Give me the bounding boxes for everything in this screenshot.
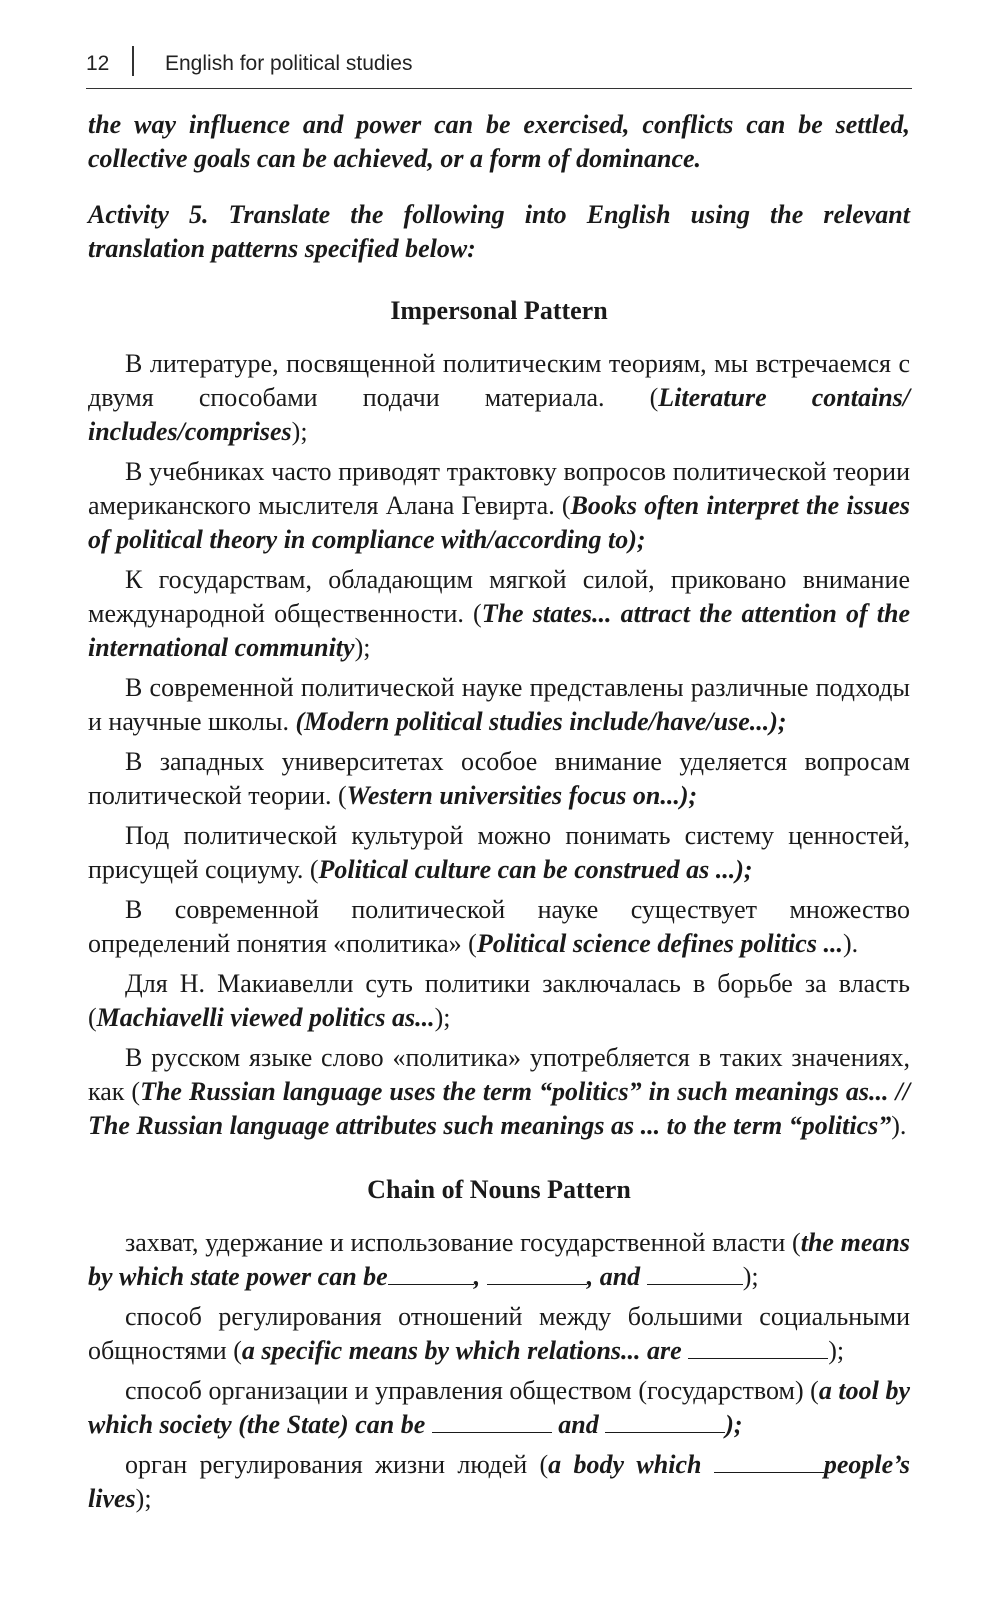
answer-blank[interactable]: [388, 1260, 474, 1285]
english-hint: Books often interpret the issues of political theory in compliance with/according to);: [88, 491, 910, 554]
english-hint: a body which: [548, 1450, 702, 1479]
exercise-item: [88, 819, 910, 887]
item-ending: );: [135, 1484, 152, 1513]
english-hint: Literature contains/ includes/comprises: [88, 383, 911, 446]
russian-text: способ регулирования отношений между большими социальными общностями (: [88, 1302, 910, 1365]
item-ending: ).: [842, 929, 859, 958]
item-ending: );: [828, 1336, 845, 1365]
english-hint: (Modern political studies include/have/use...);: [295, 707, 787, 736]
exercise-item: [88, 455, 910, 557]
book-title: English for political studies: [165, 52, 413, 75]
page-header: [86, 46, 912, 89]
chain-of-nouns-heading: Chain of Nouns Pattern: [367, 1175, 631, 1204]
exercise-item: [88, 1226, 910, 1294]
english-hint: The states... attract the attention of the international community: [88, 599, 910, 662]
activity-title: Activity 5. Translate the following into English using the relevant translation patterns specified below:: [88, 200, 910, 263]
english-hint: Machiavelli viewed politics as...: [96, 1003, 435, 1032]
english-hint: );: [725, 1410, 743, 1439]
answer-blank[interactable]: [714, 1448, 824, 1473]
exercise-item: [88, 745, 910, 813]
english-hint: The Russian language uses the term “politics” in such meanings as... // The Russian language attributes such meanings as ... to the term “politics”: [88, 1077, 910, 1140]
exercise-item: [88, 347, 910, 449]
russian-text: К государствам, обладающим мягкой силой, приковано внимание международной общественности. (: [88, 565, 910, 628]
exercise-item: [88, 967, 910, 1035]
item-ending: );: [354, 633, 371, 662]
exercise-item: [88, 893, 910, 961]
item-ending: ).: [891, 1111, 907, 1140]
english-hint: a tool by which society (the State) can be: [88, 1376, 910, 1439]
header-divider: [132, 46, 134, 76]
english-hint: , and: [586, 1262, 641, 1291]
exercise-item: [88, 1448, 910, 1516]
russian-text: Для Н. Макиавелли суть политики заключалась в борьбе за власть (: [88, 969, 910, 1032]
answer-blank[interactable]: [432, 1408, 552, 1433]
russian-text: захват, удержание и использование государственной власти (: [125, 1228, 801, 1257]
english-hint: and: [558, 1410, 599, 1439]
english-hint: Western universities focus on...);: [346, 781, 698, 810]
english-hint: the means by which state power can be: [88, 1228, 910, 1291]
english-hint: Political culture can be construed as ...);: [318, 855, 753, 884]
russian-text: В литературе, посвященной политическим теориям, мы встречаемся с двумя способами подачи материала. (: [88, 349, 910, 412]
russian-text: Под политической культурой можно понимать систему ценностей, присущей социуму. (: [88, 821, 910, 884]
russian-text: способ организации и управления обществом (государством) (: [125, 1376, 819, 1405]
russian-text: В русском языке слово «политика» употребляется в таких значениях, как (: [88, 1043, 910, 1106]
answer-blank[interactable]: [688, 1334, 828, 1359]
russian-text: В учебниках часто приводят трактовку вопросов политической теории американского мыслителя Алана Гевирта. (: [88, 457, 910, 520]
exercise-item: [88, 1041, 910, 1143]
russian-text: В современной политической науке представлены различные подходы и научные школы.: [88, 673, 910, 736]
lead-paragraph: the way influence and power can be exercised, conflicts can be settled, collective goals can be achieved, or a form of dominance.: [88, 110, 910, 173]
english-hint: ,: [473, 1262, 481, 1291]
exercise-item: [88, 1300, 910, 1368]
english-hint: a specific means by which relations... are: [241, 1336, 682, 1365]
russian-text: орган регулирования жизни людей (: [125, 1450, 549, 1479]
item-ending: );: [434, 1003, 451, 1032]
answer-blank[interactable]: [605, 1408, 725, 1433]
exercise-item: [88, 1374, 910, 1442]
impersonal-pattern-heading: Impersonal Pattern: [390, 296, 608, 325]
exercise-item: [88, 671, 910, 739]
answer-blank[interactable]: [487, 1260, 587, 1285]
english-hint: Political science defines politics ...: [476, 929, 843, 958]
page-content: [88, 108, 910, 1522]
answer-blank[interactable]: [647, 1260, 743, 1285]
item-ending: );: [291, 417, 308, 446]
english-hint: people’s lives: [88, 1450, 910, 1513]
item-ending: );: [742, 1262, 759, 1291]
page-number: 12: [86, 52, 110, 75]
exercise-item: [88, 563, 910, 665]
russian-text: В западных университетах особое внимание уделяется вопросам политической теории. (: [88, 747, 910, 810]
russian-text: В современной политической науке существует множество определений понятия «политика» (: [88, 895, 910, 958]
